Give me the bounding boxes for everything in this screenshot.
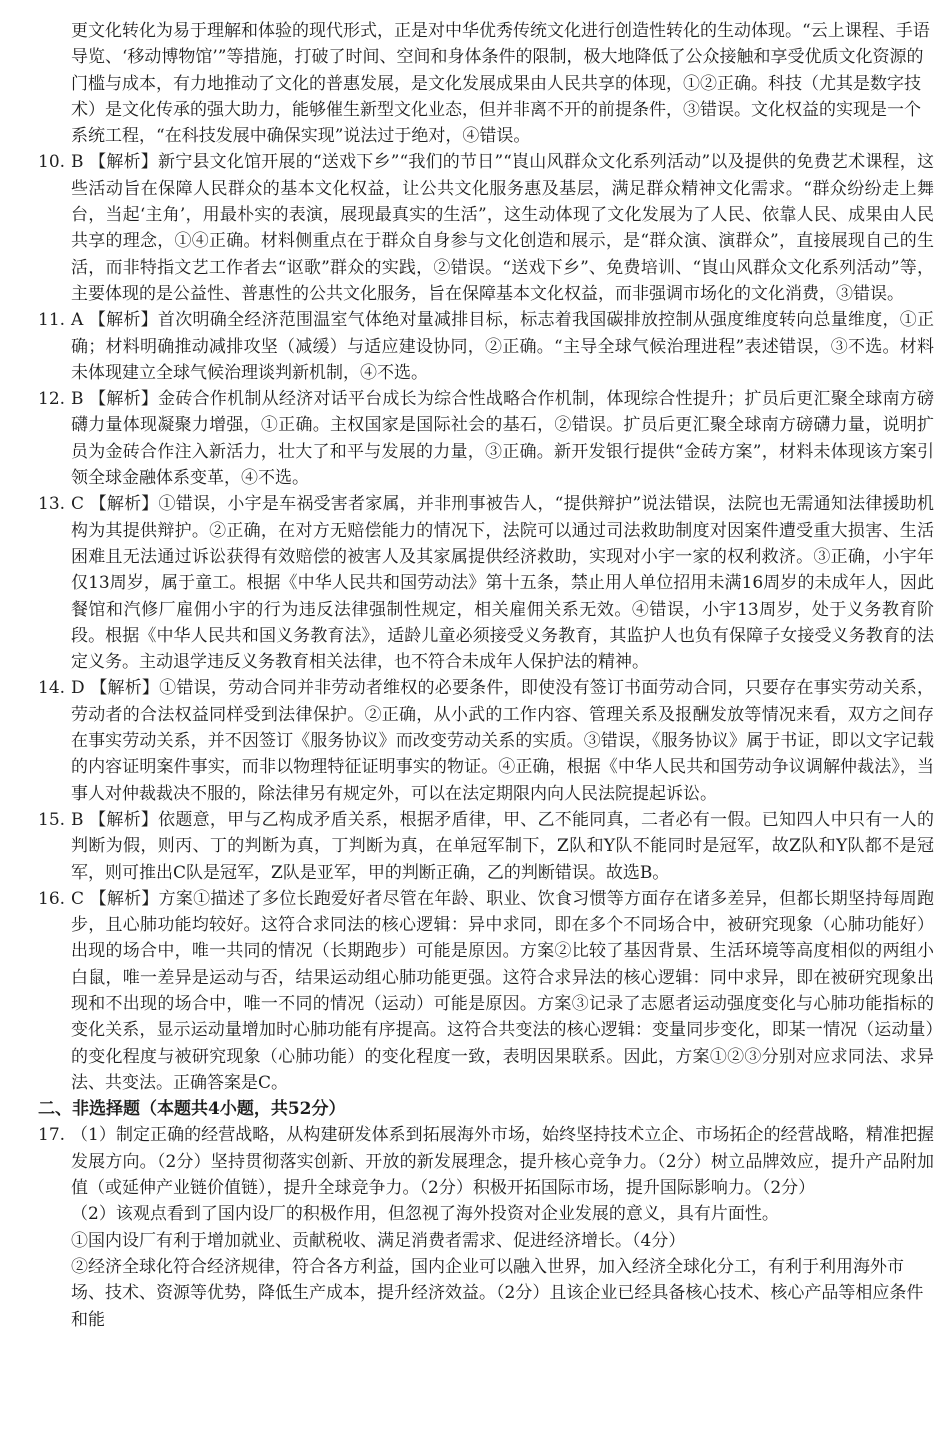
item-number: 13. (38, 494, 66, 515)
section-heading: 二、非选择题（本题共4小题，共52分） (38, 1099, 346, 1120)
answer-item-10 (38, 149, 934, 307)
item-number: 10. (38, 152, 66, 173)
item-number: 17. (38, 1125, 66, 1146)
answer-item-14 (38, 675, 934, 806)
item-17-point1: ①国内设厂有利于增加就业、贡献税收、满足消费者需求、促进经济增长。（4分） (71, 1230, 686, 1251)
answer-item-16 (38, 886, 934, 1096)
item-17-part1: （1）制定正确的经营战略，从构建研发体系到拓展海外市场，始终坚持技术立企、市场拓企的经营战略，精准把握发展方向。（2分）坚持贯彻落实创新、开放的新发展理念，提升核心竞争力。（2分）树立品牌效应，提升产品附加值（或延伸产业链价值链），提升全球竞争力。（2分）积极开拓国际市场，提升国际影响力。（2分） (71, 1125, 934, 1199)
answer-item-17 (38, 1122, 934, 1201)
answer-item-13 (38, 491, 934, 675)
answer-item-15 (38, 807, 934, 886)
item-number: 15. (38, 809, 66, 830)
answer-item-12 (38, 386, 934, 491)
item-number: 12. (38, 389, 66, 410)
item-number: 14. (38, 678, 66, 699)
item-text: C 【解析】方案①描述了多位长跑爱好者尽管在年龄、职业、饮食习惯等方面存在诸多差异，但都长期坚持每周跑步，且心肺功能均较好。这符合求同法的核心逻辑：异中求同，即在多个不同场合中，被研究现象（心肺功能好）出现的场合中，唯一共同的情况（长期跑步）可能是原因。方案②比较了基因背景、生活环境等高度相似的两组小白鼠，唯一差异是运动与否，结果运动组心肺功能更强。这符合求异法的核心逻辑：同中求异，即在被研究现象出现和不出现的场合中，唯一不同的情况（运动）可能是原因。方案③记录了志愿者运动强度变化与心肺功能指标的变化关系，显示运动量增加时心肺功能有序提高。这符合共变法的核心逻辑：变量同步变化，即某一情况（运动量）的变化程度与被研究现象（心肺功能）的变化程度一致，表明因果联系。因此，方案①②③分别对应求同法、求异法、共变法。正确答案是C。 (71, 888, 934, 1093)
item-text: D 【解析】①错误，劳动合同并非劳动者维权的必要条件，即使没有签订书面劳动合同，只要存在事实劳动关系，劳动者的合法权益同样受到法律保护。②正确，从小武的工作内容、管理关系及报酬发放等情况来看，双方之间存在事实劳动关系，并不因签订《服务协议》而改变劳动关系的实质。③错误，《服务协议》属于书证，即以文字记载的内容证明案件事实，而非以物理特征证明事实的物证。④正确，根据《中华人民共和国劳动争议调解仲裁法》，当事人对仲裁裁决不服的，除法律另有规定外，可以在法定期限内向人民法院提起诉讼。 (71, 678, 934, 804)
item-number: 16. (38, 888, 66, 909)
item-text: B 【解析】依题意，甲与乙构成矛盾关系，根据矛盾律，甲、乙不能同真，二者必有一假。已知四人中只有一人的判断为假，则丙、丁的判断为真，丁判断为真，在单冠军制下，Z队和Y队不能同时是冠军，故Z队和Y队都不是冠军，则可推出C队是冠军，Z队是亚军，甲的判断正确，乙的判断错误。故选B。 (71, 809, 934, 883)
item-text: A 【解析】首次明确全经济范围温室气体绝对量减排目标，标志着我国碳排放控制从强度维度转向总量维度，①正确；材料明确推动减排攻坚（减缓）与适应建设协同，②正确。“主导全球气候治理进程”表述错误，③不选。材料未体现建立全球气候治理谈判新机制，④不选。 (71, 310, 934, 383)
item-text: B 【解析】金砖合作机制从经济对话平台成长为综合性战略合作机制，体现综合性提升；扩员后更汇聚全球南方磅礴力量体现凝聚力增强，①正确。主权国家是国际社会的基石，②错误。扩员后更汇聚全球南方磅礴力量，说明扩员为金砖合作注入新活力，壮大了和平与发展的力量，③正确。新开发银行提供“金砖方案”，材料未体现该方案引领全球金融体系变革，④不选。 (71, 389, 934, 489)
item-17-point2: ②经济全球化符合经济规律，符合各方利益，国内企业可以融入世界，加入经济全球化分工，有利于利用海外市场、技术、资源等优势，降低生产成本，提升经济效益。（2分）且该企业已经具备核心技术、核心产品等相应条件和能 (71, 1256, 924, 1330)
item-17-part2: （2）该观点看到了国内设厂的积极作用，但忽视了海外投资对企业发展的意义，具有片面性。 (71, 1204, 779, 1225)
item-text: B 【解析】新宁县文化馆开展的“送戏下乡”“我们的节日”“崀山风群众文化系列活动”以及提供的免费艺术课程，这些活动旨在保障人民群众的基本文化权益，让公共文化服务惠及基层，满足群众精神文化需求。“群众纷纷走上舞台，当起‘主角’，用最朴实的表演，展现最真实的生活”，这生动体现了文化发展为了人民、依靠人民、成果由人民共享的理念，①④正确。材料侧重点在于群众自身参与文化创造和展示，是“群众演、演群众”，直接展现自己的生活，而非特指文艺工作者去“讴歌”群众的实践，②错误。“送戏下乡”、免费培训、“崀山风群众文化系列活动”等，主要体现的是公益性、普惠性的公共文化服务，旨在保障基本文化权益，而非强调市场化的文化消费，③错误。 (71, 152, 934, 304)
continuation-paragraph: 更文化转化为易于理解和体验的现代形式，正是对中华优秀传统文化进行创造性转化的生动体现。“云上课程、手语导览、‘移动博物馆’”等措施，打破了时间、空间和身体条件的限制，极大地降低了公众接触和享受优质文化资源的门槛与成本，有力地推动了文化的普惠发展，是文化发展成果由人民共享的体现，①②正确。科技（尤其是数字技术）是文化传承的强大助力，能够催生新型文化业态，但并非离不开的前提条件，③错误。文化权益的实现是一个系统工程，“在科技发展中确保实现”说法过于绝对，④错误。 (71, 21, 930, 147)
item-number: 11. (38, 310, 66, 331)
answer-item-11 (38, 307, 934, 386)
item-text: C 【解析】①错误，小宇是车祸受害者家属，并非刑事被告人，“提供辩护”说法错误，法院也无需通知法律援助机构为其提供辩护。②正确，在对方无赔偿能力的情况下，法院可以通过司法救助制度对因案件遭受重大损害、生活困难且无法通过诉讼获得有效赔偿的被害人及其家属提供经济救助，实现对小宇一家的权利救济。③正确，小宇年仅13周岁，属于童工。根据《中华人民共和国劳动法》第十五条，禁止用人单位招用未满16周岁的未成年人，因此餐馆和汽修厂雇佣小宇的行为违反法律强制性规定，相关雇佣关系无效。④错误，小宇13周岁，处于义务教育阶段。根据《中华人民共和国义务教育法》，适龄儿童必须接受义务教育，其监护人也负有保障子女接受义务教育的法定义务。主动退学违反义务教育相关法律，也不符合未成年人保护法的精神。 (71, 494, 934, 673)
document-body (38, 21, 934, 1333)
